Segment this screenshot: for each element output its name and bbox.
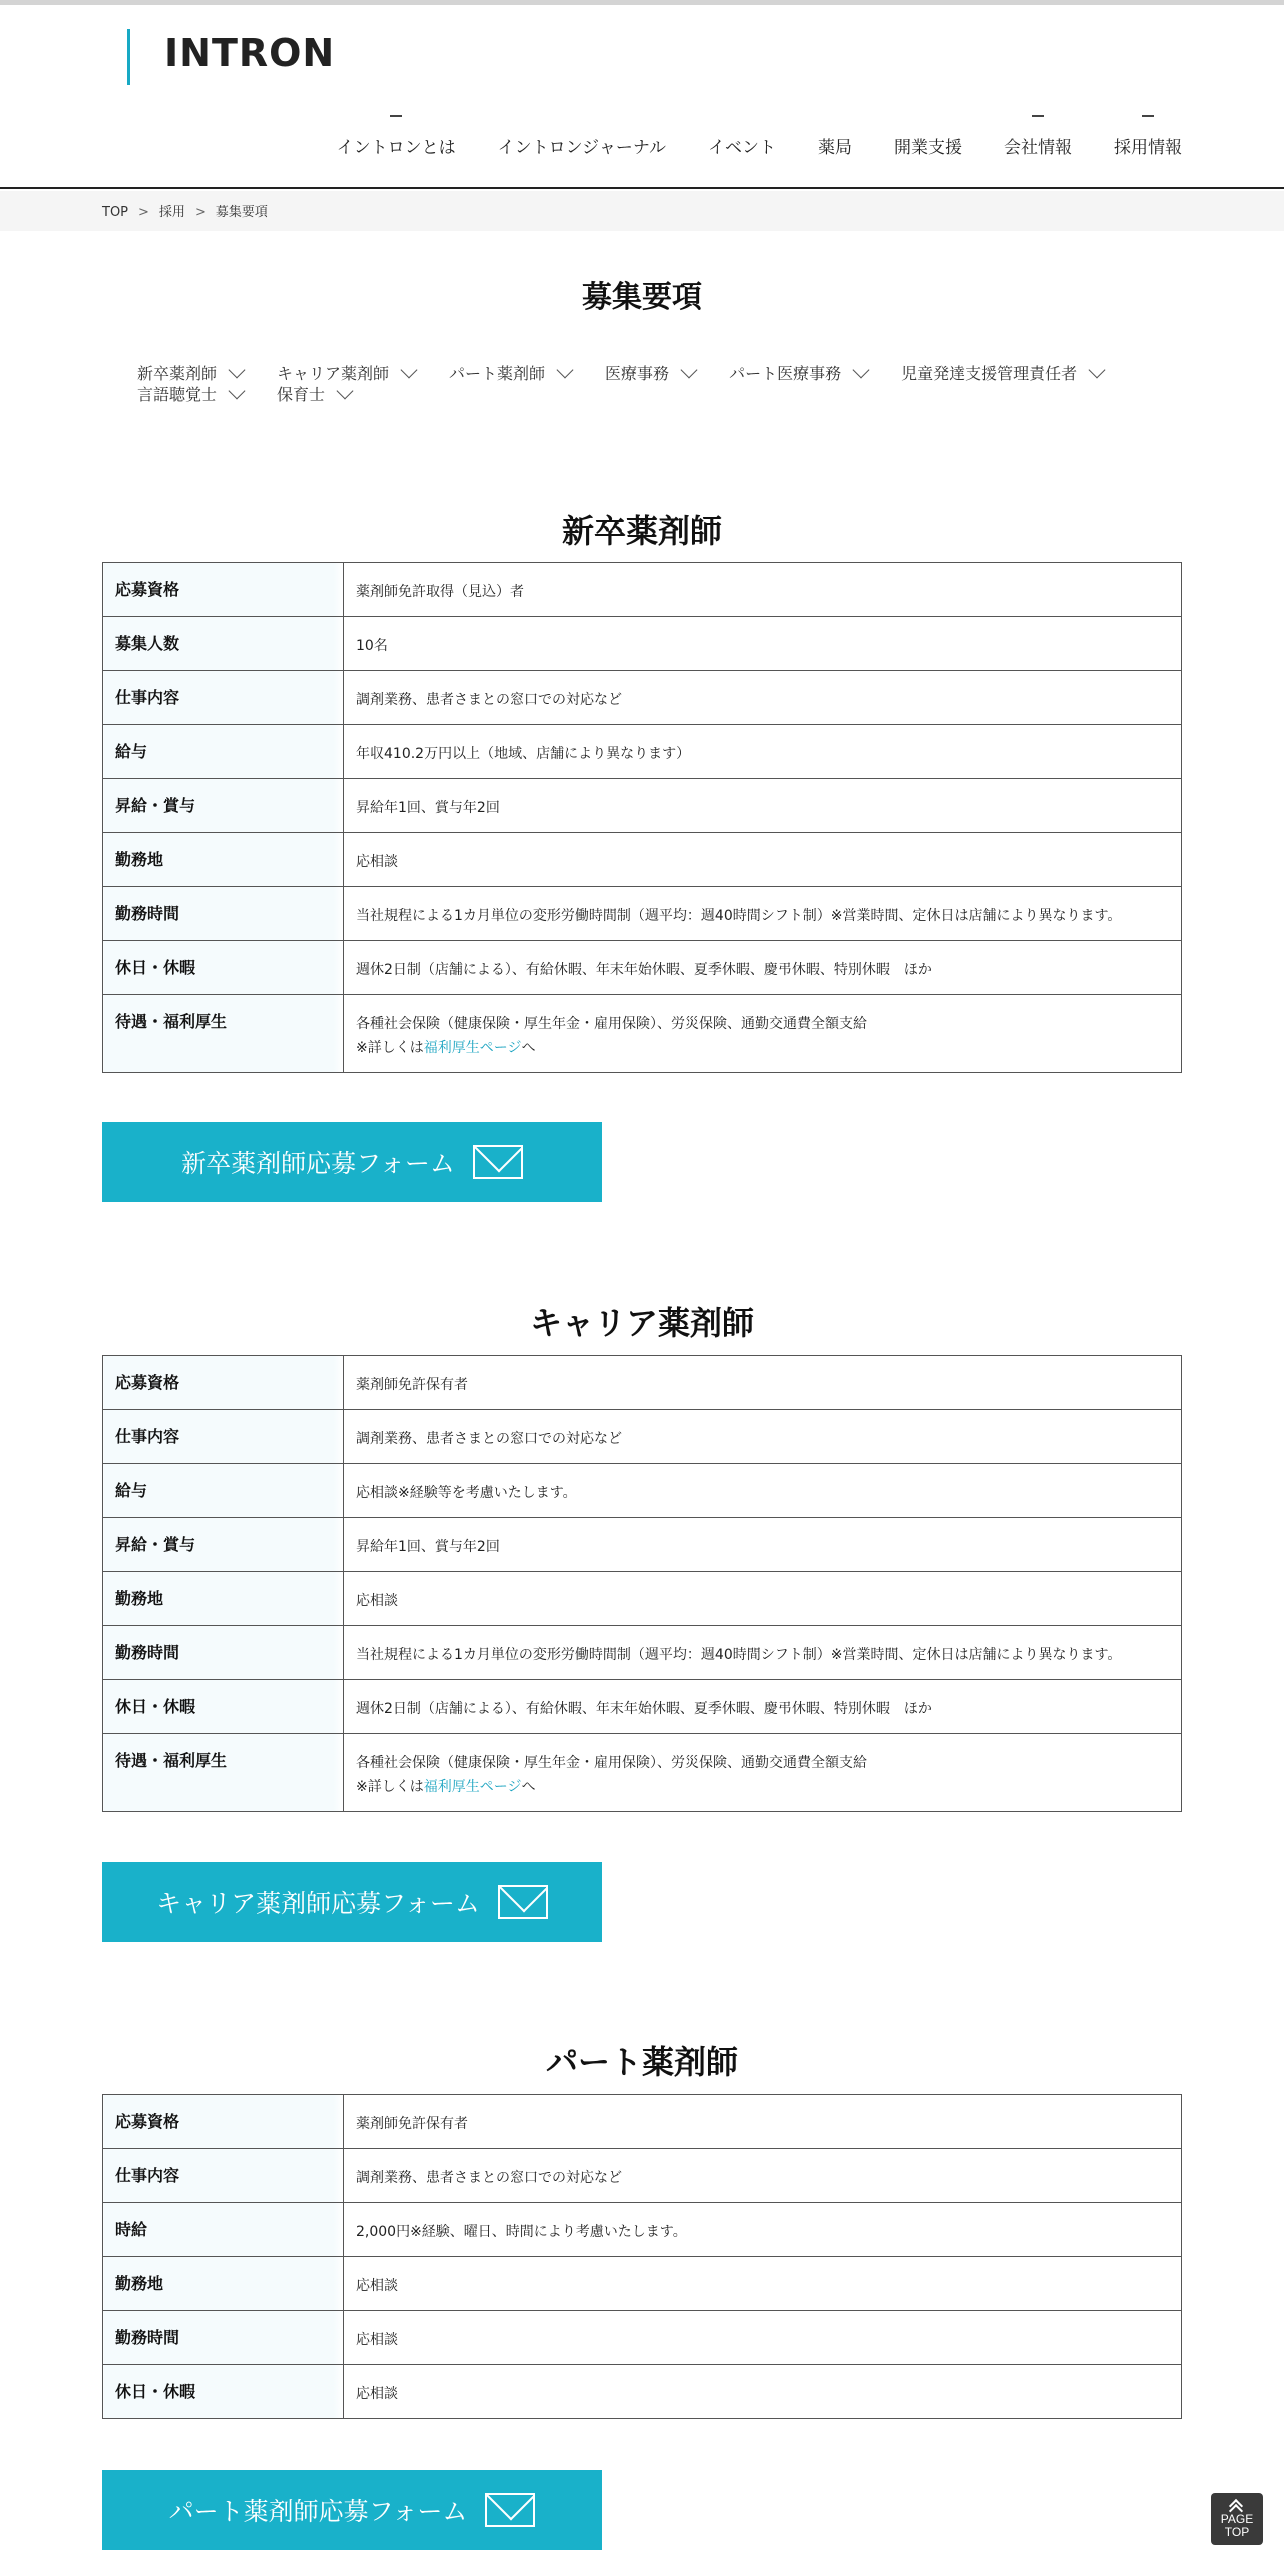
table-row: [103, 2095, 1182, 2149]
nav-item[interactable]: 薬局: [818, 138, 852, 158]
nav-item[interactable]: 開業支援: [894, 138, 962, 158]
row-value-text: 応相談: [356, 1593, 398, 1609]
table-row: [103, 1626, 1182, 1680]
global-nav: [337, 133, 1182, 158]
row-value-text: 当社規程による1カ月単位の変形労働時間制（週平均：週40時間シフト制）※営業時間、定休日は店舗により異なります。: [356, 908, 1122, 924]
row-header: 給与: [103, 1464, 344, 1518]
row-value-text: 調剤業務、患者さまとの窓口での対応など: [356, 1431, 622, 1447]
row-value: [344, 887, 1182, 941]
nav-item[interactable]: イントロンとは: [337, 133, 456, 158]
anchor-row-2: [137, 383, 1177, 404]
nav-dropdown-indicator: [1142, 115, 1154, 117]
anchor-label: パート薬剤師: [449, 364, 546, 383]
nav-item[interactable]: イベント: [708, 138, 776, 158]
row-header: 休日・休暇: [103, 1680, 344, 1734]
row-value-text: 応相談※経験等を考慮いたします。: [356, 1485, 577, 1501]
anchor-link[interactable]: [277, 362, 415, 383]
row-header: 応募資格: [103, 2095, 344, 2149]
table-row: [103, 617, 1182, 671]
table-row: [103, 2149, 1182, 2203]
breadcrumb-item[interactable]: TOP: [102, 205, 129, 220]
table-row: [103, 1356, 1182, 1410]
note-suffix: へ: [521, 1779, 536, 1795]
row-header: 勤務地: [103, 2257, 344, 2311]
nav-dropdown-indicator: [1032, 115, 1044, 117]
row-value: [344, 725, 1182, 779]
row-value-text: 薬剤師免許保有者: [356, 1377, 468, 1393]
welfare-page-link[interactable]: 福利厚生ページ: [423, 1040, 522, 1056]
anchor-label: パート医療事務: [729, 364, 842, 383]
row-header: 昇給・賞与: [103, 1518, 344, 1572]
row-header: 時給: [103, 2203, 344, 2257]
row-value: [344, 941, 1182, 995]
row-value: [344, 1518, 1182, 1572]
row-value-text: 各種社会保険（健康保険・厚生年金・雇用保険）、労災保険、通勤交通費全額支給: [356, 1016, 867, 1032]
table-row: [103, 887, 1182, 941]
chevron-down-icon: [229, 382, 246, 399]
chevron-down-icon: [557, 361, 574, 378]
row-value: [344, 2311, 1182, 2365]
row-header: 仕事内容: [103, 1410, 344, 1464]
chevron-down-icon: [337, 382, 354, 399]
row-value: [344, 833, 1182, 887]
row-value: [344, 617, 1182, 671]
nav-item[interactable]: 採用情報: [1114, 133, 1182, 158]
mail-icon: [473, 1145, 523, 1179]
table-row: [103, 1410, 1182, 1464]
row-value-text: 薬剤師免許保有者: [356, 2116, 468, 2132]
welfare-page-link[interactable]: 福利厚生ページ: [423, 1779, 522, 1795]
nav-dropdown-indicator: [390, 115, 402, 117]
row-value-text: 薬剤師免許取得（見込）者: [356, 584, 524, 600]
breadcrumb-separator: >: [194, 205, 206, 220]
anchor-link[interactable]: [137, 362, 243, 383]
anchor-row-1: [137, 362, 1177, 383]
row-header: 休日・休暇: [103, 941, 344, 995]
note-prefix: ※詳しくは: [356, 1779, 424, 1795]
row-header: 応募資格: [103, 563, 344, 617]
note-prefix: ※詳しくは: [356, 1040, 424, 1056]
anchor-label: キャリア薬剤師: [277, 364, 390, 383]
row-value: [344, 2095, 1182, 2149]
table-row: [103, 725, 1182, 779]
row-value: [344, 2203, 1182, 2257]
anchor-link[interactable]: [449, 362, 571, 383]
anchor-label: 保育士: [277, 385, 326, 404]
page-top-label-2: TOP: [1224, 2525, 1250, 2539]
nav-item[interactable]: 会社情報: [1004, 133, 1072, 158]
chevron-down-icon: [853, 361, 870, 378]
table-row: [103, 1518, 1182, 1572]
anchor-label: 言語聴覚士: [137, 385, 218, 404]
row-value-text: 応相談: [356, 854, 398, 870]
breadcrumb-separator: >: [138, 205, 149, 220]
anchor-link[interactable]: [901, 362, 1103, 383]
apply-form-label: パート薬剤師応募フォーム: [168, 2497, 468, 2526]
row-value-text: 10名: [356, 638, 388, 654]
table-row: [103, 1464, 1182, 1518]
table-row: [103, 1572, 1182, 1626]
section-title: パート薬剤師: [545, 2043, 738, 2081]
row-note: [356, 1036, 1169, 1060]
apply-form-button[interactable]: [102, 1862, 602, 1942]
page-top-button[interactable]: [1211, 2493, 1263, 2545]
row-value-text: 応相談: [356, 2278, 398, 2294]
anchor-label: 児童発達支援管理責任者: [901, 364, 1078, 383]
row-header: 待遇・福利厚生: [103, 995, 344, 1073]
table-row: [103, 2257, 1182, 2311]
row-header: 待遇・福利厚生: [103, 1734, 344, 1812]
anchor-link[interactable]: [137, 383, 243, 404]
row-value-text: 2,000円※経験、曜日、時間により考慮いたします。: [356, 2224, 687, 2240]
row-value: [344, 2365, 1182, 2419]
breadcrumb: [0, 191, 1284, 231]
row-value: [344, 2149, 1182, 2203]
table-row: [103, 833, 1182, 887]
section-title: キャリア薬剤師: [529, 1304, 754, 1342]
table-row: [103, 2203, 1182, 2257]
page-title: 募集要項: [582, 280, 702, 315]
row-value-text: 週休2日制（店舗による）、有給休暇、年末年始休暇、夏季休暇、慶弔休暇、特別休暇 ほか: [356, 1701, 932, 1717]
row-value-text: 昇給年1回、賞与年2回: [356, 1539, 500, 1555]
site-header: [0, 5, 1284, 189]
row-value: [344, 1734, 1182, 1812]
row-value: [344, 1680, 1182, 1734]
row-value: [344, 563, 1182, 617]
row-header: 勤務地: [103, 1572, 344, 1626]
job-details-table: [102, 2094, 1182, 2419]
row-value: [344, 1356, 1182, 1410]
logo-accent-bar: [127, 29, 130, 85]
anchor-link[interactable]: [277, 383, 351, 404]
intron-logo[interactable]: INTRON: [164, 31, 336, 75]
table-row: [103, 563, 1182, 617]
chevron-down-icon: [229, 361, 246, 378]
anchor-label: 医療事務: [605, 364, 670, 383]
anchor-link[interactable]: [605, 362, 695, 383]
row-header: 勤務時間: [103, 1626, 344, 1680]
breadcrumb-item[interactable]: 採用: [158, 205, 185, 220]
anchor-link[interactable]: [729, 362, 867, 383]
row-header: 休日・休暇: [103, 2365, 344, 2419]
table-row: [103, 1680, 1182, 1734]
breadcrumb-item: 募集要項: [215, 205, 268, 220]
row-header: 仕事内容: [103, 2149, 344, 2203]
row-value: [344, 2257, 1182, 2311]
row-value-text: 当社規程による1カ月単位の変形労働時間制（週平均：週40時間シフト制）※営業時間、定休日は店舗により異なります。: [356, 1647, 1122, 1663]
row-header: 勤務地: [103, 833, 344, 887]
table-row: [103, 941, 1182, 995]
apply-form-label: キャリア薬剤師応募フォーム: [156, 1889, 480, 1918]
table-row: [103, 995, 1182, 1073]
row-value: [344, 1410, 1182, 1464]
row-value-text: 調剤業務、患者さまとの窓口での対応など: [356, 2170, 622, 2186]
note-suffix: へ: [521, 1040, 536, 1056]
chevron-down-icon: [1089, 361, 1106, 378]
row-value-text: 昇給年1回、賞与年2回: [356, 800, 500, 816]
row-value: [344, 1572, 1182, 1626]
apply-form-label: 新卒薬剤師応募フォーム: [181, 1149, 455, 1178]
apply-form-button[interactable]: [102, 2470, 602, 2550]
row-value: [344, 1464, 1182, 1518]
row-value-text: 各種社会保険（健康保険・厚生年金・雇用保険）、労災保険、通勤交通費全額支給: [356, 1755, 867, 1771]
nav-item[interactable]: イントロンジャーナル: [497, 138, 666, 158]
table-row: [103, 779, 1182, 833]
page-top-label-1: PAGE: [1220, 2512, 1254, 2526]
row-header: 昇給・賞与: [103, 779, 344, 833]
chevron-down-icon: [681, 361, 698, 378]
table-row: [103, 2365, 1182, 2419]
row-header: 給与: [103, 725, 344, 779]
job-details-table: [102, 1355, 1182, 1812]
row-value-text: 調剤業務、患者さまとの窓口での対応など: [356, 692, 622, 708]
table-row: [103, 2311, 1182, 2365]
row-header: 勤務時間: [103, 887, 344, 941]
row-header: 応募資格: [103, 1356, 344, 1410]
anchor-label: 新卒薬剤師: [137, 364, 218, 383]
section-title: 新卒薬剤師: [561, 512, 722, 550]
row-value-text: 応相談: [356, 2332, 398, 2348]
row-value-text: 応相談: [356, 2386, 398, 2402]
row-note: [356, 1775, 1169, 1799]
row-value-text: 年収410.2万円以上（地域、店舗により異なります）: [356, 746, 691, 762]
row-value-text: 週休2日制（店舗による）、有給休暇、年末年始休暇、夏季休暇、慶弔休暇、特別休暇 ほか: [356, 962, 932, 978]
job-details-table: [102, 562, 1182, 1073]
anchor-links: [137, 362, 1177, 404]
table-row: [103, 1734, 1182, 1812]
table-row: [103, 671, 1182, 725]
row-header: 勤務時間: [103, 2311, 344, 2365]
mail-icon: [498, 1885, 548, 1919]
apply-form-button[interactable]: [102, 1122, 602, 1202]
row-value: [344, 779, 1182, 833]
mail-icon: [485, 2493, 535, 2527]
row-value: [344, 1626, 1182, 1680]
row-header: 募集人数: [103, 617, 344, 671]
chevron-down-icon: [401, 361, 418, 378]
row-value: [344, 995, 1182, 1073]
row-value: [344, 671, 1182, 725]
row-header: 仕事内容: [103, 671, 344, 725]
